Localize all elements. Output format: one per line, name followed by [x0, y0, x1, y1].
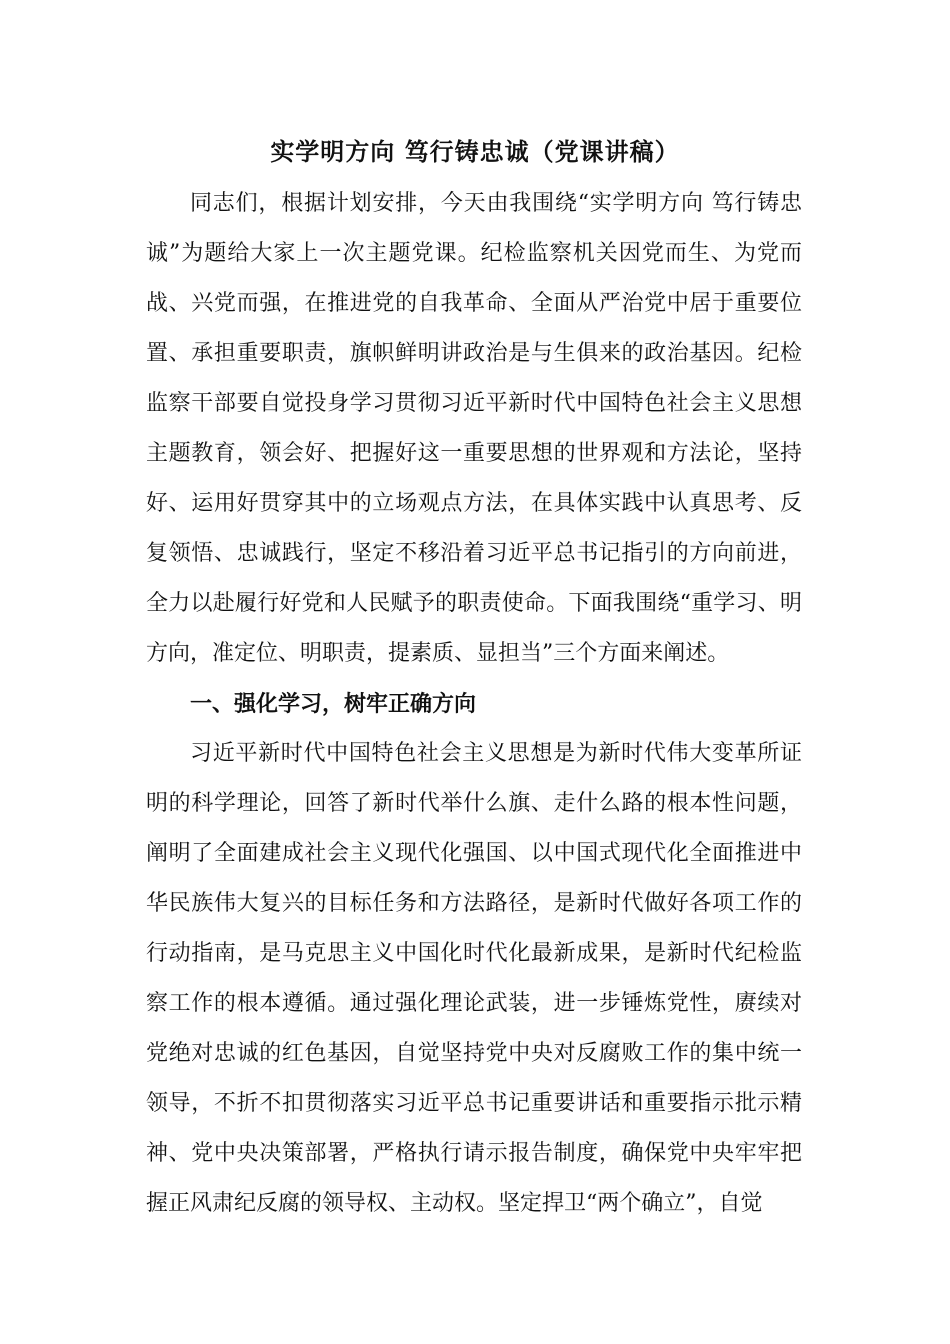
document-title: 实学明方向 笃行铸忠诚（党课讲稿） [270, 137, 680, 166]
document-body [146, 179, 802, 1229]
intro-paragraph: 同志们，根据计划安排，今天由我围绕“实学明方向 笃行铸忠诚”为题给大家上一次主题党课。纪检监察机关因党而生、为党而战、兴党而强，在推进党的自我革命、全面从严治党中居于重要位置、承担重要职责，旗帜鲜明讲政治是与生俱来的政治基因。纪检监察干部要自觉投身学习贯彻习近平新时代中国特色社会主义思想主题教育，领会好、把握好这一重要思想的世界观和方法论，坚持好、运用好贯穿其中的立场观点方法，在具体实践中认真思考、反复领悟、忠诚践行，坚定不移沿着习近平总书记指引的方向前进，全力以赴履行好党和人民赋予的职责使命。下面我围绕“重学习、明方向，准定位、明职责，提素质、显担当”三个方面来阐述。 [146, 191, 802, 666]
section-heading: 一、强化学习，树牢正确方向 [190, 691, 477, 717]
section-paragraph: 习近平新时代中国特色社会主义思想是为新时代伟大变革所证明的科学理论，回答了新时代举什么旗、走什么路的根本性问题，阐明了全面建成社会主义现代化强国、以中国式现代化全面推进中华民族伟大复兴的目标任务和方法路径，是新时代做好各项工作的行动指南，是马克思主义中国化时代化最新成果，是新时代纪检监察工作的根本遵循。通过强化理论武装，进一步锤炼党性，赓续对党绝对忠诚的红色基因，自觉坚持党中央对反腐败工作的集中统一领导，不折不扣贯彻落实习近平总书记重要讲话和重要指示批示精神、党中央决策部署，严格执行请示报告制度，确保党中央牢牢把握正风肃纪反腐的领导权、主动权。坚定捍卫“两个确立”，自觉 [146, 741, 802, 1216]
